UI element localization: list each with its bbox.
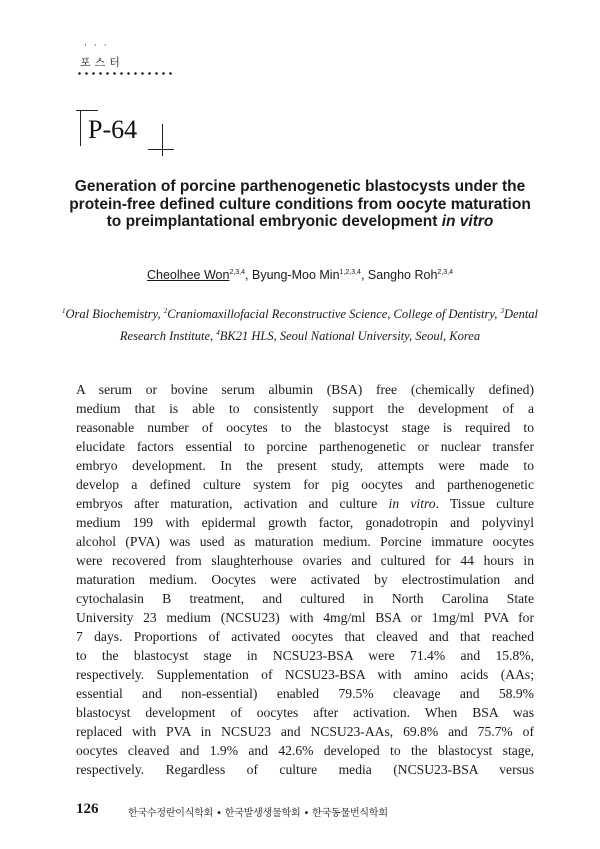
author-list: Cheolhee Won$^{2,3,4}$, Byung-Moo Min$^{1,2,3,4}$, Sangho Roh$^{2,3,4}$	[146, 268, 453, 282]
affil-sup: 2	[163, 307, 168, 315]
society-names: 한국수정란이식학회 • 한국발생생물학회 • 한국동물번식학회	[128, 808, 388, 819]
abstract-line: maturation medium. Oocytes were activated by electrostimulation and	[76, 572, 534, 587]
author-name: Cheolhee Won	[146, 268, 230, 282]
abstract-line: embryo development. In the present study, attempts were made to	[76, 458, 534, 473]
affil-sup: 1	[61, 307, 66, 315]
abstract-line: oocytes cleaved and 1.9% and 42.6% developed to the blastocyst stage,	[76, 743, 534, 758]
title-italic-tail: in vitro	[441, 213, 494, 230]
affil-text: Craniomaxillofacial Reconstructive Science, College of Dentistry,	[167, 307, 501, 321]
abstract-line: develop a defined culture system for pig oocytes and parthenogenetic	[76, 477, 534, 492]
abstract-line: reasonable number of oocytes to the blastocyst stage is required to	[76, 420, 534, 435]
code-frame-bottom-line	[148, 149, 174, 150]
author-sup: 1,2,3,4	[339, 269, 361, 276]
affiliations	[60, 302, 540, 345]
abstract-line: A serum or bovine serum albumin (BSA) free (chemically defined)	[76, 382, 534, 397]
abstract-line: medium that is able to consistently support the development of a	[76, 401, 534, 416]
abstract-line: University 23 medium (NCSU23) with 4mg/ml BSA or 1mg/ml PVA for	[76, 610, 534, 625]
affil-sup: 3	[500, 307, 504, 315]
abstract-line: elucidate factors essential to porcine parthenogenetic or nuclear transfer	[76, 439, 534, 454]
author-name: Byung-Moo Min	[251, 268, 340, 282]
page-number: 126	[76, 801, 99, 817]
abstract-line: 7 days. Proportions of activated oocytes that cleaved and that reached	[76, 629, 534, 644]
abstract-line: were recovered from slaughterhouse ovaries and cultured for 44 hours in	[76, 553, 534, 568]
abstract-line: essential and non-essential) enabled 79.5% cleavage and 58.9%	[76, 686, 534, 701]
abstract-line: respectively. Supplementation of NCSU23-BSA with amino acids (AAs;	[76, 667, 534, 682]
affil-text: Dental Research Institute,	[119, 307, 539, 343]
affil-sup: 4	[216, 328, 220, 337]
affil-text: BK21 HLS, Seoul National University, Seoul, Korea	[219, 328, 481, 343]
abstract-line: embryos after maturation, activation and culture in vitro. Tissue culture	[76, 496, 534, 511]
author-sup: 2,3,4	[229, 269, 246, 276]
abstract-line: replaced with PVA in NCSU23 and NCSU23-AAs, 69.8% and 75.7% of	[76, 724, 534, 739]
code-frame-right-line	[162, 124, 163, 156]
author-sup: 2,3,4	[437, 269, 453, 276]
section-dotted-rule	[76, 72, 176, 75]
abstract-line: alcohol (PVA) was used as maturation medium. Porcine immature oocytes	[76, 534, 534, 549]
code-frame-left-line	[80, 110, 81, 146]
poster-code: P-64	[88, 115, 138, 144]
affil-text: Oral Biochemistry,	[65, 307, 164, 321]
title-main: Generation of porcine parthenogenetic blastocysts under the protein-free defined culture conditions from oocyte maturation to preimplantational embryonic development	[69, 178, 531, 230]
abstract-title	[60, 178, 540, 231]
abstract-line: blastocyst development of oocytes after activation. When BSA was	[76, 705, 534, 720]
abstract-body	[76, 380, 534, 779]
abstract-line: to the blastocyst stage in NCSU23-BSA were 71.4% and 15.8%,	[76, 648, 534, 663]
abstract-line: respectively. Regardless of culture media (NCSU23-BSA versus	[76, 762, 534, 777]
section-dots: ···	[84, 41, 114, 51]
author-name: Sangho Roh	[367, 268, 438, 282]
section-label: 포스터	[80, 56, 124, 69]
abstract-line: cytochalasin B treatment, and cultured in North Carolina State	[76, 591, 534, 606]
abstract-line: medium 199 with epidermal growth factor, gonadotropin and polyvinyl	[76, 515, 534, 530]
